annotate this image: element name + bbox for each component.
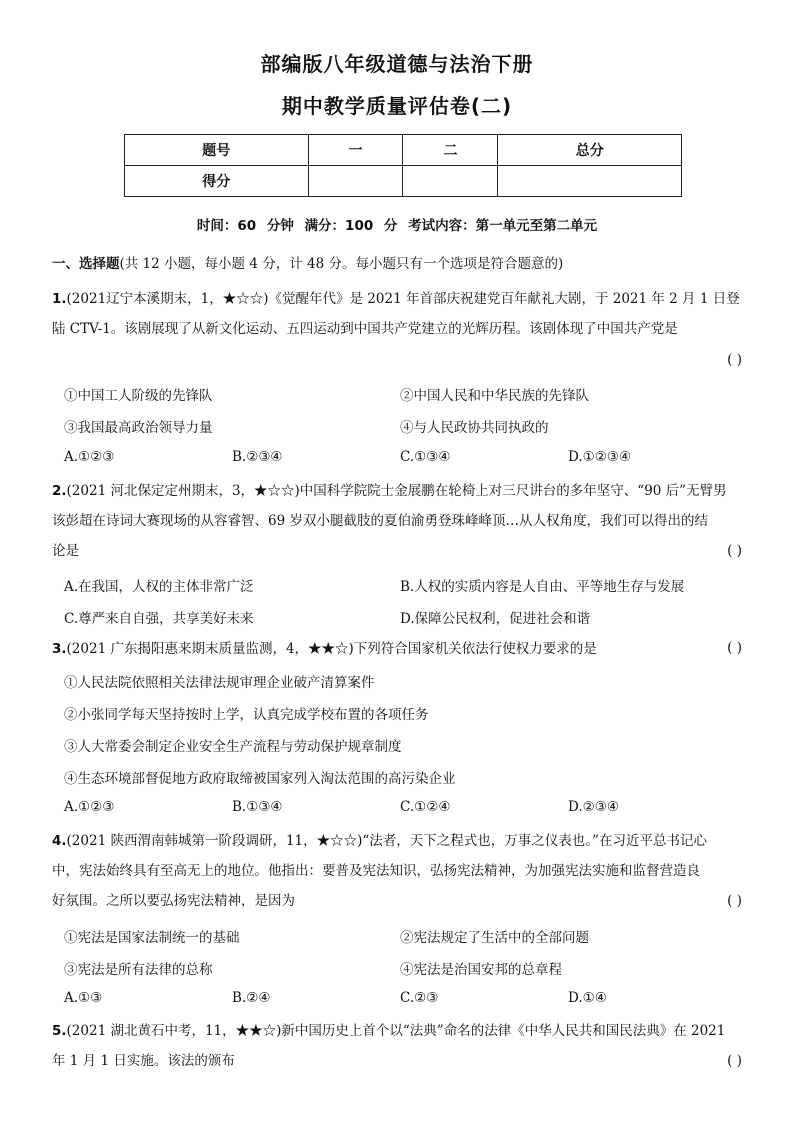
question-number: 3.	[52, 641, 67, 657]
question-number: 2.	[52, 483, 67, 499]
answer-choice[interactable]: B.②④	[232, 990, 271, 1006]
exam-info: 时间：60 分钟 满分：100 分 考试内容：第一单元至第二单元	[196, 218, 598, 234]
question-text: (2021 陕西渭南韩城第一阶段调研，11，★☆☆)“法者，天下之程式也，万事之仪表也。”在习近平总书记心	[66, 833, 707, 849]
answer-choice[interactable]: D.②③④	[568, 799, 619, 815]
question-line: 论是	[52, 543, 79, 559]
question-line	[52, 826, 742, 856]
statement-item: ②宪法规定了生活中的全部问题	[400, 930, 589, 946]
answer-blank[interactable]: ( )	[727, 893, 742, 909]
answer-choice[interactable]: C.②③	[400, 990, 439, 1006]
statement-item: ②小张同学每天坚持按时上学，认真完成学校布置的各项任务	[64, 707, 429, 723]
statement-item: ①人民法院依照相关法律法规审理企业破产清算案件	[64, 675, 375, 691]
section-note: (共 12 小题，每小题 4 分，计 48 分。每小题只有一个选项是符合题意的)	[119, 256, 564, 272]
question-3	[52, 634, 742, 664]
question-line: 该彭超在诗词大赛现场的从容睿智、69 岁双小腿截肢的夏伯渝勇登珠峰峰顶…从人权角度，我们可以得出的结	[52, 513, 708, 529]
question-line: 年 1 月 1 日实施。该法的颁布	[52, 1053, 235, 1069]
score-cell: 得分	[125, 166, 309, 197]
section-heading	[52, 252, 563, 272]
section-title: 一、选择题	[52, 256, 120, 272]
score-cell: 二	[403, 135, 498, 166]
question-line	[52, 284, 742, 314]
score-input-cell[interactable]	[403, 166, 498, 197]
question-number: 1.	[52, 291, 67, 307]
statement-item: ③宪法是所有法律的总称	[64, 962, 213, 978]
question-5	[52, 1016, 742, 1076]
statement-item: ③我国最高政治领导力量	[64, 420, 213, 436]
answer-choice[interactable]: C.①③④	[400, 449, 451, 465]
answer-choice[interactable]: A.①②③	[64, 449, 115, 465]
statement-item: ①宪法是国家法制统一的基础	[64, 930, 240, 946]
answer-choice[interactable]: D.①④	[568, 990, 607, 1006]
score-input-cell[interactable]	[308, 166, 403, 197]
statement-item: ④宪法是治国安邦的总章程	[400, 962, 562, 978]
question-text: (2021 河北保定定州期末，3，★☆☆)中国科学院院士金展鹏在轮椅上对三尺讲台的多年坚守、“90 后”无臂男	[66, 483, 727, 499]
question-2	[52, 476, 742, 566]
score-table-score-row	[125, 166, 682, 197]
answer-blank[interactable]: ( )	[727, 352, 742, 368]
question-number: 4.	[52, 833, 67, 849]
answer-choice[interactable]: D.①②③④	[568, 449, 632, 465]
question-line: 陆 CTV-1。该剧展现了从新文化运动、五四运动到中国共产党建立的光辉历程。该剧体现了中国共产党是	[52, 321, 678, 337]
score-cell: 题号	[125, 135, 309, 166]
question-line	[52, 634, 742, 664]
answer-choice[interactable]: A.①②③	[64, 799, 115, 815]
question-text: (2021 广东揭阳惠来期末质量监测，4，★★☆)下列符合国家机关依法行使权力要求的是	[66, 641, 597, 657]
question-text: (2021辽宁本溪期末，1，★☆☆)《觉醒年代》是 2021 年首部庆祝建党百年献礼大剧，于 2021 年 2 月 1 日登	[66, 291, 740, 307]
statement-item: ①中国工人阶级的先锋队	[64, 388, 213, 404]
question-1	[52, 284, 742, 344]
score-table	[124, 134, 682, 197]
statement-item: ④与人民政协共同执政的	[400, 420, 549, 436]
question-number: 5.	[52, 1023, 67, 1039]
score-input-cell[interactable]	[498, 166, 682, 197]
question-line: 好氛围。之所以要弘扬宪法精神，是因为	[52, 893, 295, 909]
answer-choice[interactable]: A.①③	[64, 990, 103, 1006]
answer-blank[interactable]: ( )	[727, 640, 742, 656]
answer-choice[interactable]: A.在我国，人权的主体非常广泛	[64, 579, 254, 595]
answer-choice[interactable]: C.尊严来自自强，共享美好未来	[64, 611, 254, 627]
answer-choice[interactable]: C.①②④	[400, 799, 451, 815]
answer-blank[interactable]: ( )	[727, 1053, 742, 1069]
score-cell: 总分	[498, 135, 682, 166]
exam-title-line1: 部编版八年级道德与法治下册	[260, 52, 534, 76]
answer-choice[interactable]: D.保障公民权利，促进社会和谐	[400, 611, 591, 627]
score-table-header-row	[125, 135, 682, 166]
statement-item: ③人大常委会制定企业安全生产流程与劳动保护规章制度	[64, 739, 402, 755]
score-cell: 一	[308, 135, 403, 166]
question-line	[52, 1016, 742, 1046]
exam-title-line2: 期中教学质量评估卷(二)	[281, 94, 513, 118]
answer-choice[interactable]: B.人权的实质内容是人自由、平等地生存与发展	[400, 579, 685, 595]
answer-blank[interactable]: ( )	[727, 543, 742, 559]
question-4	[52, 826, 742, 916]
statement-item: ②中国人民和中华民族的先锋队	[400, 388, 589, 404]
statement-item: ④生态环境部督促地方政府取缔被国家列入淘汰范围的高污染企业	[64, 771, 456, 787]
answer-choice[interactable]: B.②③④	[232, 449, 283, 465]
question-text: (2021 湖北黄石中考，11，★★☆)新中国历史上首个以“法典”命名的法律《中华人民共和国民法典》在 2021	[66, 1023, 726, 1039]
question-line: 中，宪法始终具有至高无上的地位。他指出：要普及宪法知识，弘扬宪法精神，为加强宪法实施和监督营造良	[52, 863, 700, 879]
question-line	[52, 476, 742, 506]
answer-choice[interactable]: B.①③④	[232, 799, 283, 815]
